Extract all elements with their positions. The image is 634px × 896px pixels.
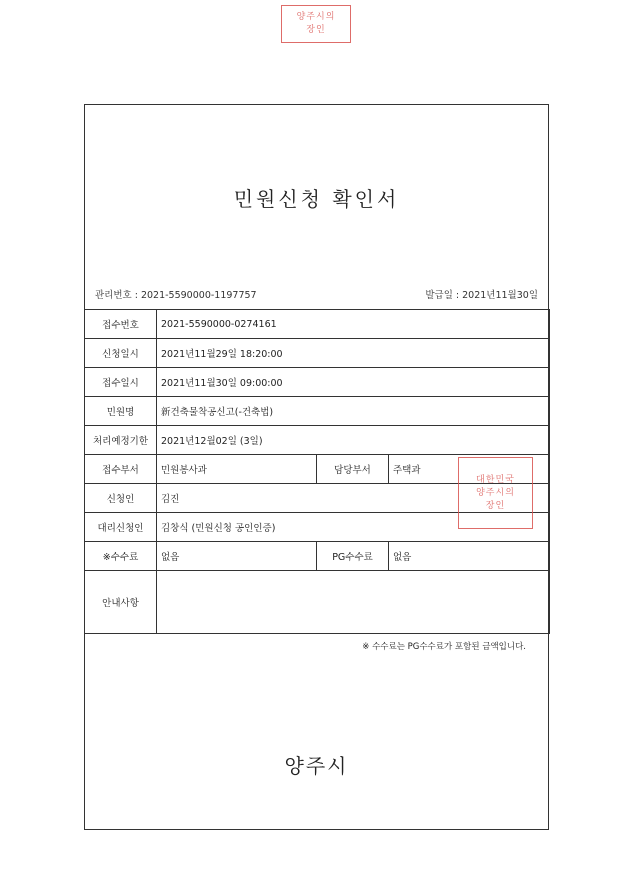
table-row — [85, 397, 550, 426]
row-value: 2021-5590000-0274161 — [157, 310, 550, 339]
row-label: 신청일시 — [85, 339, 157, 368]
guide-value — [157, 571, 550, 634]
row-label: 처리예정기한 — [85, 426, 157, 455]
table-row — [85, 542, 550, 571]
applicant-value: 김진 — [157, 484, 550, 513]
row-value: 2021년12월02일 (3일) — [157, 426, 550, 455]
department-label: 접수부서 — [85, 455, 157, 484]
responsible-department-label: 담당부서 — [317, 455, 389, 484]
official-seal-top — [281, 5, 351, 43]
fee-note: ※ 수수료는 PG수수료가 포함된 금액입니다. — [362, 642, 526, 652]
issue-date: 발급일 : 2021년11월30일 — [425, 290, 538, 301]
row-value: 新건축물착공신고(-건축법) — [157, 397, 550, 426]
table-row — [85, 368, 550, 397]
table-row — [85, 426, 550, 455]
applicant-label: 신청인 — [85, 484, 157, 513]
pg-fee-value: 없음 — [389, 542, 550, 571]
seal-text-line: 장인 — [485, 500, 506, 511]
fee-value: 없음 — [157, 542, 317, 571]
seal-text-line: 양주시의 — [476, 487, 515, 498]
seal-text-line: 양주시의 — [296, 12, 336, 22]
table-row — [85, 310, 550, 339]
table-row — [85, 571, 550, 634]
seal-text-line: 장인 — [306, 25, 326, 35]
guide-label: 안내사항 — [85, 571, 157, 634]
proxy-label: 대리신청인 — [85, 513, 157, 542]
fee-label: ※수수료 — [85, 542, 157, 571]
seal-text-line: 대한민국 — [476, 474, 515, 485]
row-value: 2021년11월30일 09:00:00 — [157, 368, 550, 397]
management-number: 관리번호 : 2021-5590000-1197757 — [95, 290, 257, 301]
row-label: 접수번호 — [85, 310, 157, 339]
responsible-department-value: 주택과 — [389, 455, 550, 484]
official-seal-middle — [458, 457, 533, 529]
issuer-name: 양주시 — [284, 754, 349, 778]
department-value: 민원봉사과 — [157, 455, 317, 484]
table-row — [85, 339, 550, 368]
document-title: 민원신청 확인서 — [233, 187, 400, 211]
row-value: 2021년11월29일 18:20:00 — [157, 339, 550, 368]
proxy-value: 김창식 (민원신청 공인인증) — [157, 513, 550, 542]
row-label: 접수일시 — [85, 368, 157, 397]
row-label: 민원명 — [85, 397, 157, 426]
pg-fee-label: PG수수료 — [317, 542, 389, 571]
